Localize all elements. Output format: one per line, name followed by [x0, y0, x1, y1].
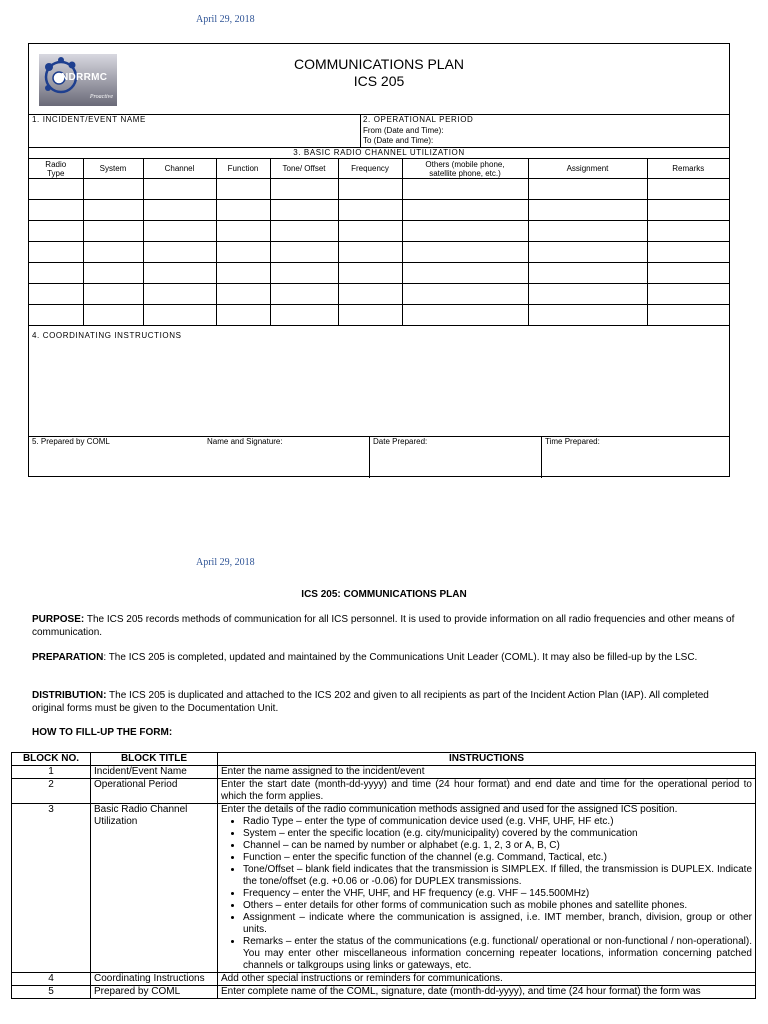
- logo-text: NDRRMC: [61, 72, 108, 83]
- instruction-text: Enter the details of the radio communication methods assigned and used for the assigned ICS position.: [221, 804, 678, 815]
- block-title: Coordinating Instructions: [91, 973, 218, 986]
- channel-cell[interactable]: [216, 179, 270, 200]
- channel-cell[interactable]: [528, 221, 647, 242]
- preparation-label: PREPARATION: [32, 652, 104, 663]
- instruction-bullet: • Frequency – enter the VHF, UHF, and HF frequency (e.g. VHF – 145.500MHz): [243, 888, 752, 900]
- channel-cell[interactable]: [83, 200, 143, 221]
- channel-cell[interactable]: [528, 179, 647, 200]
- distribution-label: DISTRIBUTION:: [32, 690, 107, 701]
- channel-cell[interactable]: [29, 221, 83, 242]
- instruction-bullet: • Remarks – enter the status of the communications (e.g. functional/ operational or non-functional / non-operational). You may enter other miscellaneous information concerning repeater locations, information concerning patched channels or talkgroups using links or gateways, etc.: [243, 936, 752, 972]
- instruction-bullet: • Tone/Offset – blank field indicates that the transmission is SIMPLEX. If filled, the transmission is DUPLEX. Indicate the tone/offset (e.g. +0.06 or -0.06) for DUPLEX transmissions.: [243, 864, 752, 888]
- channel-cell[interactable]: [647, 305, 729, 326]
- prepared-by-label: 5. Prepared by COML: [32, 437, 110, 446]
- channel-header-row: [29, 159, 729, 179]
- instruction-row: [12, 804, 756, 973]
- logo-subtext: Proactive: [89, 94, 113, 100]
- instruction-text: Enter the start date (month-dd-yyyy) and time (24 hour format) and end date and time for the operational period to which the form applies.: [221, 779, 752, 802]
- channel-row: [29, 200, 729, 221]
- channel-col-header: Others (mobile phone, satellite phone, etc.): [402, 159, 528, 179]
- channel-cell[interactable]: [528, 242, 647, 263]
- channel-cell[interactable]: [528, 200, 647, 221]
- form-title: COMMUNICATIONS PLAN: [293, 56, 465, 72]
- channel-cell[interactable]: [647, 179, 729, 200]
- block-no: 5: [12, 986, 91, 999]
- channel-cell[interactable]: [29, 242, 83, 263]
- col-block-title: BLOCK TITLE: [91, 753, 218, 766]
- channel-cell[interactable]: [270, 179, 338, 200]
- channel-cell[interactable]: [83, 221, 143, 242]
- purpose-text: The ICS 205 records methods of communication for all ICS personnel. It is used to provide information on all radio frequencies and other means of communication.: [32, 614, 735, 638]
- channel-row: [29, 305, 729, 326]
- channel-col-header: Remarks: [647, 159, 729, 179]
- preparation-paragraph: [32, 652, 736, 665]
- block-instructions: [218, 766, 756, 779]
- channel-cell[interactable]: [402, 179, 528, 200]
- channel-cell[interactable]: [143, 284, 216, 305]
- channel-row: [29, 284, 729, 305]
- channel-cell[interactable]: [528, 263, 647, 284]
- instruction-text: Enter the name assigned to the incident/event: [221, 766, 425, 777]
- channel-cell[interactable]: [216, 263, 270, 284]
- page-date: April 29, 2018: [196, 14, 255, 25]
- channel-row: [29, 221, 729, 242]
- channel-cell[interactable]: [402, 305, 528, 326]
- instruction-row: [12, 973, 756, 986]
- block-instructions: [218, 779, 756, 804]
- preparation-text: : The ICS 205 is completed, updated and maintained by the Communications Unit Leader (COML). It may also be filled-up by the LSC.: [103, 652, 698, 663]
- channel-cell[interactable]: [647, 200, 729, 221]
- channel-cell[interactable]: [338, 305, 402, 326]
- channel-cell[interactable]: [270, 200, 338, 221]
- instruction-text: Enter complete name of the COML, signature, date (month-dd-yyyy), and time (24 hour format) the form was: [221, 986, 701, 997]
- channel-cell[interactable]: [270, 305, 338, 326]
- channel-cell[interactable]: [402, 284, 528, 305]
- channel-col-header: Radio Type: [29, 159, 83, 179]
- channel-cell[interactable]: [216, 242, 270, 263]
- form-title-block: [29, 56, 729, 90]
- block-no: 2: [12, 779, 91, 804]
- instruction-bullet: • Radio Type – enter the type of communication device used (e.g. VHF, UHF, HF etc.): [243, 816, 752, 828]
- distribution-text: The ICS 205 is duplicated and attached to the ICS 202 and given to all recipients as part of the Incident Action Plan (IAP). All completed original forms must be given to the Documentation Unit.: [32, 690, 709, 714]
- channel-row: [29, 242, 729, 263]
- block-title: Prepared by COML: [91, 986, 218, 999]
- channel-cell[interactable]: [143, 179, 216, 200]
- howto-heading: HOW TO FILL-UP THE FORM:: [32, 727, 173, 738]
- channel-col-header: System: [83, 159, 143, 179]
- channel-cell[interactable]: [647, 221, 729, 242]
- coordinating-label: 4. COORDINATING INSTRUCTIONS: [32, 331, 182, 340]
- channel-row: [29, 263, 729, 284]
- block-no: 3: [12, 804, 91, 973]
- section3-label: 3. BASIC RADIO CHANNEL UTILIZATION: [293, 148, 465, 157]
- channel-cell[interactable]: [83, 263, 143, 284]
- name-signature-label: Name and Signature:: [207, 437, 283, 446]
- channel-cell[interactable]: [338, 179, 402, 200]
- channel-cell[interactable]: [402, 242, 528, 263]
- channel-cell[interactable]: [216, 305, 270, 326]
- channel-cell[interactable]: [647, 242, 729, 263]
- to-label: To (Date and Time):: [363, 136, 434, 145]
- channel-cell[interactable]: [647, 284, 729, 305]
- channel-table: [29, 159, 729, 326]
- channel-cell[interactable]: [338, 200, 402, 221]
- channel-cell[interactable]: [338, 221, 402, 242]
- channel-cell[interactable]: [402, 200, 528, 221]
- channel-cell[interactable]: [647, 263, 729, 284]
- channel-cell[interactable]: [143, 221, 216, 242]
- instruction-bullet: • Assignment – indicate where the communication is assigned, i.e. IMT member, branch, division, group or other units.: [243, 912, 752, 936]
- instruction-text: Add other special instructions or reminders for communications.: [221, 973, 503, 984]
- channel-cell[interactable]: [29, 263, 83, 284]
- channel-cell[interactable]: [143, 305, 216, 326]
- purpose-paragraph: [32, 614, 736, 639]
- channel-cell[interactable]: [528, 284, 647, 305]
- channel-col-header: Function: [216, 159, 270, 179]
- instruction-bullets: [221, 816, 752, 972]
- channel-cell[interactable]: [143, 242, 216, 263]
- channel-cell[interactable]: [270, 284, 338, 305]
- channel-cell[interactable]: [29, 284, 83, 305]
- channel-col-header: Frequency: [338, 159, 402, 179]
- instruction-bullet: • Function – enter the specific function of the channel (e.g. Command, Tactical, etc.): [243, 852, 752, 864]
- channel-cell[interactable]: [29, 200, 83, 221]
- channel-cell[interactable]: [338, 242, 402, 263]
- channel-cell[interactable]: [402, 221, 528, 242]
- time-prepared-label: Time Prepared:: [545, 437, 600, 446]
- block-no: 1: [12, 766, 91, 779]
- channel-cell[interactable]: [83, 179, 143, 200]
- block-title: Incident/Event Name: [91, 766, 218, 779]
- channel-cell[interactable]: [29, 179, 83, 200]
- channel-cell[interactable]: [216, 284, 270, 305]
- block-title: Basic Radio Channel Utilization: [91, 804, 218, 973]
- channel-cell[interactable]: [270, 242, 338, 263]
- channel-cell[interactable]: [528, 305, 647, 326]
- instruction-bullet: • System – enter the specific location (e.g. city/municipality) covered by the communication: [243, 828, 752, 840]
- from-label: From (Date and Time):: [363, 126, 444, 135]
- channel-cell[interactable]: [143, 263, 216, 284]
- channel-cell[interactable]: [143, 200, 216, 221]
- channel-col-header: Assignment: [528, 159, 647, 179]
- form-subtitle: ICS 205: [353, 73, 405, 89]
- channel-cell[interactable]: [29, 305, 83, 326]
- channel-cell[interactable]: [270, 221, 338, 242]
- block-title: Operational Period: [91, 779, 218, 804]
- instruction-row: [12, 986, 756, 999]
- page2-date: April 29, 2018: [196, 557, 255, 568]
- channel-col-header: Channel: [143, 159, 216, 179]
- instructions-table: [11, 752, 756, 999]
- channel-cell[interactable]: [338, 263, 402, 284]
- block-instructions: [218, 804, 756, 973]
- channel-cell[interactable]: [338, 284, 402, 305]
- col-block-no: BLOCK NO.: [12, 753, 91, 766]
- instruction-bullet: • Others – enter details for other forms of communication such as mobile phones and satellite phones.: [243, 900, 752, 912]
- distribution-paragraph: [32, 690, 736, 715]
- block-no: 4: [12, 973, 91, 986]
- channel-cell[interactable]: [83, 242, 143, 263]
- channel-cell[interactable]: [216, 221, 270, 242]
- ics-205-form: [28, 43, 730, 477]
- date-prepared-label: Date Prepared:: [373, 437, 428, 446]
- channel-cell[interactable]: [402, 263, 528, 284]
- incident-label: 1. INCIDENT/EVENT NAME: [32, 115, 146, 124]
- op-period-label: 2. OPERATIONAL PERIOD: [363, 115, 474, 124]
- purpose-label: PURPOSE:: [32, 614, 85, 625]
- instruction-bullet: • Channel – can be named by number or alphabet (e.g. 1, 2, 3 or A, B, C): [243, 840, 752, 852]
- instruction-row: [12, 779, 756, 804]
- channel-cell[interactable]: [216, 200, 270, 221]
- block-instructions: [218, 986, 756, 999]
- channel-col-header: Tone/ Offset: [270, 159, 338, 179]
- block-instructions: [218, 973, 756, 986]
- channel-row: [29, 179, 729, 200]
- col-instructions: INSTRUCTIONS: [218, 753, 756, 766]
- channel-cell[interactable]: [83, 284, 143, 305]
- channel-cell[interactable]: [270, 263, 338, 284]
- instruction-row: [12, 766, 756, 779]
- instructions-heading: ICS 205: COMMUNICATIONS PLAN: [301, 589, 467, 600]
- channel-cell[interactable]: [83, 305, 143, 326]
